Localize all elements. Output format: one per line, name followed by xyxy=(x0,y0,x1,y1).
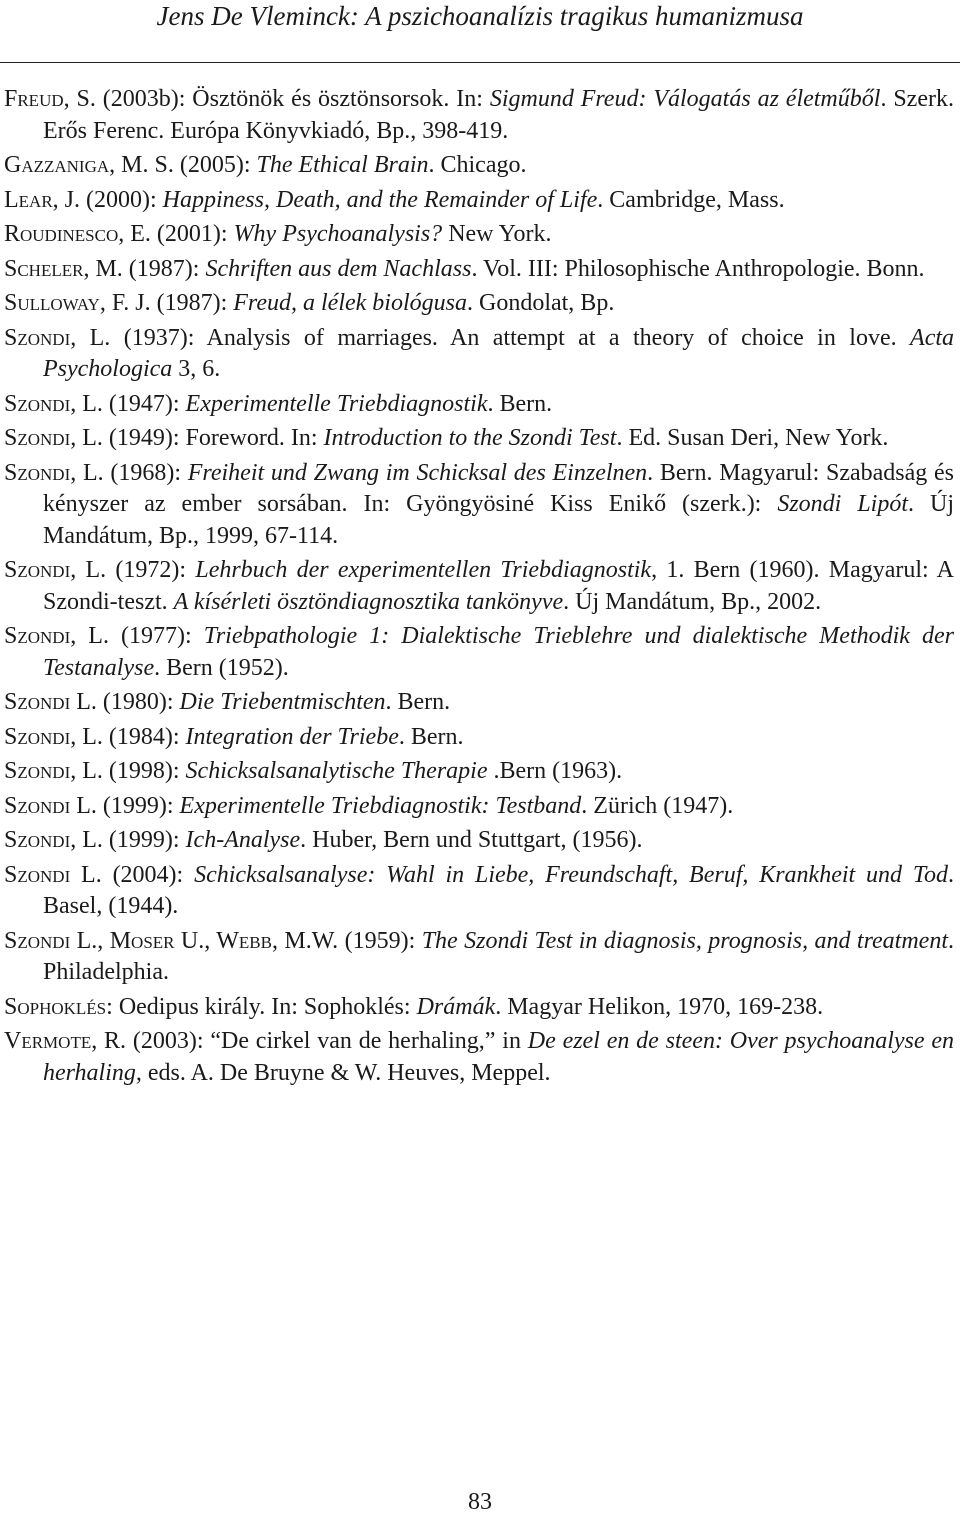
reference-author: Szondi, L. xyxy=(4,827,103,853)
reference-text: (1959): xyxy=(338,927,422,954)
reference-text: (2004): xyxy=(101,861,195,888)
reference-text: . Cambridge, Mass. xyxy=(597,186,785,213)
reference-author: Freud, S. xyxy=(4,86,96,112)
reference-entry xyxy=(4,254,954,286)
reference-text: (1980): xyxy=(96,689,180,715)
reference-author: Szondi, L. xyxy=(4,425,103,451)
reference-text: . Magyar Helikon, 1970, 169-238. xyxy=(495,993,824,1020)
reference-title: Szondi Lipót xyxy=(777,491,909,517)
reference-title: The Ethical Brain xyxy=(256,152,429,178)
reference-text: . Új Mandátum, Bp., 2002. xyxy=(563,588,822,615)
reference-author: Lear, J. xyxy=(4,186,80,213)
reference-entry xyxy=(4,84,954,147)
reference-author: Szondi L. xyxy=(4,861,102,888)
reference-text: . Gondolat, Bp. xyxy=(466,290,615,316)
reference-author: Szondi, L. xyxy=(4,758,103,784)
reference-text: .Bern (1963). xyxy=(487,758,623,784)
reference-text: (1999): xyxy=(102,827,186,853)
reference-text: (2001): xyxy=(150,221,234,247)
reference-text: , 1. Bern (1960). Magyarul: A Szondi-teszt. xyxy=(43,557,955,615)
reference-text: (1998): xyxy=(102,758,186,784)
reference-text: (2000): xyxy=(80,186,163,213)
reference-text: New York. xyxy=(442,221,552,247)
reference-entry xyxy=(4,825,954,857)
reference-author: Sophoklés: xyxy=(4,993,113,1020)
reference-text: . Új Mandátum, Bp., 1999, 67-114. xyxy=(43,491,955,549)
reference-text: (2005): xyxy=(173,152,257,178)
reference-entry xyxy=(4,555,954,618)
reference-entry xyxy=(4,791,954,823)
reference-entry xyxy=(4,860,954,923)
reference-title: The Szondi Test in diagnosis, prognosis, and treatment xyxy=(421,927,949,954)
reference-text: (1937): Analysis of marriages. An attempt at a theory of choice in love. xyxy=(110,324,911,351)
reference-author: Szondi, L. xyxy=(4,723,103,750)
reference-author: Vermote, R. xyxy=(4,1028,127,1054)
reference-entry xyxy=(4,722,954,754)
reference-title: Sigmund Freud: Válogatás az életműből xyxy=(489,86,881,112)
reference-text: . Bern. xyxy=(398,723,464,750)
reference-text: . Bern (1952). xyxy=(154,654,289,681)
reference-text: (1987): xyxy=(150,290,234,316)
reference-title: Happiness, Death, and the Remainder of Life xyxy=(162,186,598,213)
reference-title: Experimentelle Triebdiagnostik: Testband xyxy=(179,792,582,819)
reference-text: . Huber, Bern und Stuttgart, (1956). xyxy=(300,827,643,853)
reference-title: Experimentelle Triebdiagnostik xyxy=(185,390,488,417)
reference-author: Szondi, L. xyxy=(4,324,111,351)
reference-text: (1984): xyxy=(102,723,186,750)
reference-entry xyxy=(4,219,954,251)
reference-title: Die Triebentmischten xyxy=(179,689,386,715)
reference-text: . Zürich (1947). xyxy=(581,792,734,819)
reference-entry xyxy=(4,458,954,553)
running-header xyxy=(0,0,960,63)
reference-text: (2003): “De cirkel van de herhaling,” in xyxy=(126,1028,528,1054)
reference-title: Schriften aus dem Nachlass xyxy=(205,255,472,282)
reference-text: . Basel, (1944). xyxy=(43,861,955,919)
reference-title: Schicksalsanalytische Therapie xyxy=(185,758,488,784)
reference-title: Introduction to the Szondi Test xyxy=(323,425,617,451)
reference-text: (1972): xyxy=(106,557,196,583)
reference-text: (2003b): Ösztönök és ösztönsorsok. In: xyxy=(95,86,490,112)
reference-entry xyxy=(4,389,954,421)
reference-entry xyxy=(4,150,954,182)
reference-title: Freiheit und Zwang im Schicksal des Einzelnen xyxy=(187,459,648,486)
reference-list xyxy=(4,84,954,1092)
reference-author: Szondi, L. xyxy=(4,623,109,649)
page-number: 83 xyxy=(468,1489,492,1515)
reference-author: Szondi, L. xyxy=(4,390,103,417)
reference-author: Gazzaniga, M. S. xyxy=(4,152,174,178)
reference-entry xyxy=(4,323,954,386)
reference-text: . Philadelphia. xyxy=(43,927,955,985)
reference-title: Schicksalsanalyse: Wahl in Liebe, Freundschaft, Beruf, Krankheit und Tod xyxy=(194,861,949,888)
reference-title: Lehrbuch der experimentellen Triebdiagnostik xyxy=(195,557,652,583)
reference-title: Freud, a lélek biológusa xyxy=(233,290,467,316)
reference-text: (1947): xyxy=(102,390,186,417)
reference-entry xyxy=(4,756,954,788)
reference-title: De ezel en de steen: Over psychoanalyse en herhaling, xyxy=(43,1028,954,1086)
reference-entry xyxy=(4,185,954,217)
reference-author: Szondi, L. xyxy=(4,459,104,486)
reference-author: Szondi, L. xyxy=(4,557,107,583)
reference-title: Ich-Analyse xyxy=(185,827,301,853)
reference-author: Szondi L. xyxy=(4,792,97,819)
reference-title: Drámák xyxy=(416,993,496,1020)
reference-text: (1999): xyxy=(96,792,180,819)
reference-text: . Ed. Susan Deri, New York. xyxy=(616,425,889,451)
reference-text: . Vol. III: Philosophische Anthropologie. Bonn. xyxy=(471,255,925,282)
reference-entry xyxy=(4,926,954,989)
reference-text: . Szerk. Erős Ferenc. Európa Könyvkiadó, Bp., 398-419. xyxy=(43,86,954,144)
reference-text: eds. A. De Bruyne & W. Heuves, Meppel. xyxy=(141,1059,551,1086)
header-title: Jens De Vleminck: A pszichoanalízis tragikus humanizmusa xyxy=(156,1,804,31)
reference-title: Why Psychoanalysis? xyxy=(233,221,443,247)
reference-author: Szondi L., Moser U., Webb, M.W. xyxy=(4,927,339,954)
reference-author: Sulloway, F. J. xyxy=(4,290,151,316)
reference-text: . Bern. xyxy=(385,689,451,715)
reference-author: Roudinesco, E. xyxy=(4,221,151,247)
reference-title: Integration der Triebe xyxy=(185,723,399,750)
reference-title: A kísérleti ösztöndiagnosztika tankönyve xyxy=(173,588,564,615)
reference-entry xyxy=(4,687,954,719)
reference-text: Oedipus király. In: Sophoklés: xyxy=(112,993,417,1020)
reference-entry xyxy=(4,992,954,1024)
reference-text: (1977): xyxy=(108,623,204,649)
reference-text: . Bern. xyxy=(487,390,553,417)
reference-title: Triebpathologie 1: Dialektische Trieblehre und dialektische Methodik der Testanalyse xyxy=(43,623,955,681)
reference-text: 3, 6. xyxy=(172,356,221,382)
reference-author: Szondi L. xyxy=(4,689,97,715)
reference-entry xyxy=(4,621,954,684)
reference-text: (1949): Foreword. In: xyxy=(102,425,324,451)
reference-entry xyxy=(4,423,954,455)
reference-text: (1987): xyxy=(122,255,206,282)
reference-author: Scheler, M. xyxy=(4,255,123,282)
reference-entry xyxy=(4,288,954,320)
reference-text: . Bern. Magyarul: Szabadság és kényszer az ember sorsában. In: Gyöngyösiné Kiss Enikő (szerk.): xyxy=(43,459,955,517)
reference-entry xyxy=(4,1026,954,1089)
reference-text: (1968): xyxy=(103,459,188,486)
reference-text: . Chicago. xyxy=(428,152,527,178)
reference-title: Acta Psychologica xyxy=(43,324,955,382)
